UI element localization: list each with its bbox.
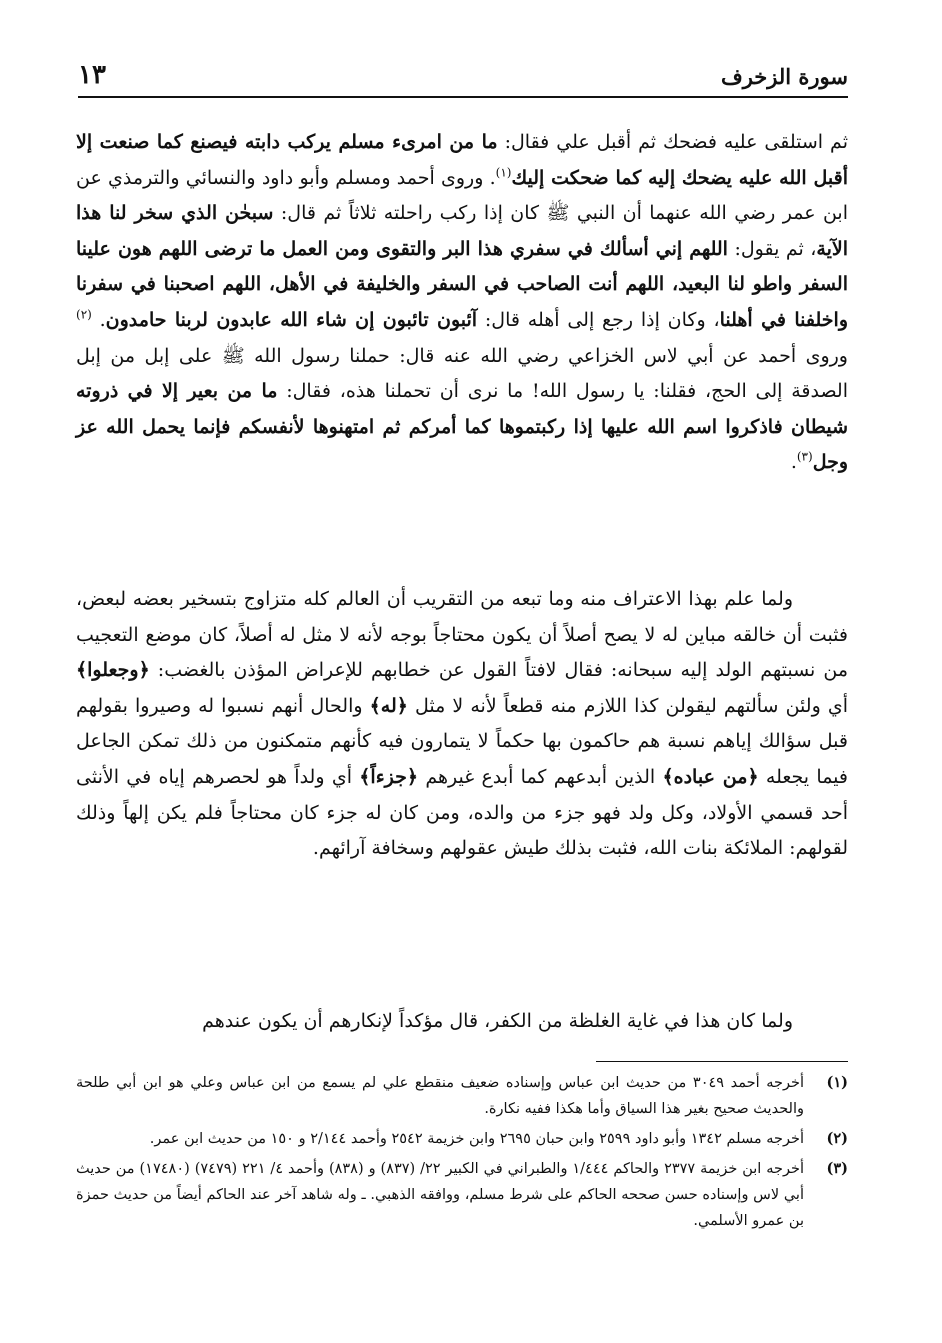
footnote-text: أخرجه ابن خزيمة ٢٣٧٧ والحاكم ١/٤٤٤ والطبراني في الكبير ٢٢/ (٨٣٧) و (٨٣٨) وأحمد ٤/ ٢٢١ (٧٤٧٩) (١٧٤٨٠) من حديث أبي لاس وإسناده حسن صححه الحاكم على شرط مسلم، ووافقه الذهبي. ـ وله شاهد آخر عند الحاكم أيضاً من حديث حمزة بن عمرو الأسلمي. bbox=[76, 1161, 804, 1229]
footnote-3 bbox=[76, 1156, 848, 1234]
text-run: ، ثم يقول: bbox=[727, 237, 817, 260]
quran-word: ﴿جزءاً﴾ bbox=[359, 765, 419, 788]
footnotes bbox=[76, 1070, 848, 1238]
text-run: ثم استلقى عليه فضحك ثم أقبل علي فقال: bbox=[497, 131, 848, 153]
text-run: ، وكان إذا رجع إلى أهله قال: bbox=[477, 308, 720, 331]
text-run: والحال أنهم نسبوا له وصيروا بقولهم قبل سؤالك إياهم نسبة هم حاكمون بها حكماً لا يتمارون فيه كأنهم متمكنون من ذلك تمكن الجاعل فيما يجعله bbox=[76, 694, 848, 788]
footnote-ref-3[interactable]: (٣) bbox=[796, 450, 813, 465]
paragraph-continuation: ولما كان هذا في غاية الغلظة من الكفر، قال مؤكداً لإنكارهم أن يكون عندهم bbox=[202, 1010, 793, 1032]
text-run: . bbox=[790, 451, 797, 474]
hadith-quote: ما من بعير إلا في ذروته شيطان فاذكروا اسم الله عليها إذا ركبتموها كما أمركم ثم امتهنوها لأنفسكم فإنما يحمل الله عز وجل bbox=[76, 380, 848, 474]
footnote-number: (١) bbox=[826, 1074, 848, 1091]
quran-verse-quote: سبحٰن الذي سخر لنا هذا الآية bbox=[76, 202, 848, 260]
text-run: وروى أحمد عن أبي لاس الخزاعي رضي الله عنه قال: حملنا رسول الله ﷺ على إبل من إبل الصدقة إلى الحج، فقلنا: يا رسول الله! ما نرى أن تحملنا هذه، فقال: bbox=[76, 344, 848, 403]
footnote-1 bbox=[76, 1070, 848, 1122]
text-run: . bbox=[91, 308, 106, 331]
footnote-ref-2[interactable]: (٢) bbox=[76, 307, 92, 322]
header-rule bbox=[78, 96, 848, 98]
page-header bbox=[78, 58, 848, 94]
footnote-rule bbox=[596, 1061, 848, 1062]
footnote-number: (٢) bbox=[826, 1130, 848, 1147]
footnote-text: أخرجه مسلم ١٣٤٢ وأبو داود ٢٥٩٩ وابن حبان ٢٦٩٥ وابن خزيمة ٢٥٤٢ وأحمد ٢/١٤٤ و ١٥٠ من حديث ابن عمر. bbox=[149, 1131, 804, 1147]
surah-title: سورة الزخرف bbox=[720, 64, 848, 89]
quran-word: ﴿وجعلوا﴾ bbox=[76, 659, 150, 682]
text-run: أي ولئن سألتهم ليقولن كذا اللازم منه قطعاً لأنه لا مثل bbox=[407, 694, 848, 717]
hadith-quote: ما من امرىء مسلم يركب دابته فيصنع كما صنعت إلا أقبل الله عليه يضحك إليه كما ضحكت إليك bbox=[76, 131, 848, 189]
text-run: أي ولداً هو لحصرهم إياه في الأنثى أحد قسمي الأولاد، وكل ولد فهو جزء من والده، ومن كان له جزء كان محتاجاً فلم يكن إلهاً وذلك لقولهم: الملائكة بنات الله، فثبت بذلك طيش عقولهم وسخافة آرائهم. bbox=[76, 765, 848, 860]
quran-word: ﴿له﴾ bbox=[369, 694, 408, 717]
footnote-ref-1[interactable]: (١) bbox=[495, 165, 512, 180]
footnote-text: أخرجه أحمد ٣٠٤٩ من حديث ابن عباس وإسناده ضعيف منقطع علي لم يسمع من ابن عباس وعلي هو ابن أبي طلحة والحديث صحيح بغير هذا السياق وأما هكذا ففيه نكارة. bbox=[76, 1075, 805, 1117]
page-number: ١٣ bbox=[78, 60, 106, 90]
text-run: الذين أبدعهم كما أبدع غيرهم bbox=[418, 765, 663, 788]
paragraph-commentary bbox=[76, 582, 848, 867]
paragraph-hadith bbox=[76, 125, 848, 481]
text-run: ولما علم بهذا الاعتراف منه وما تبعه من التقريب أن العالم كله متزاوج بتسخير بعضه لبعض، فثبت أن خالقه مباين له لا يصح أصلاً أن يكون محتاجاً بوجه لأنه لا مثل له أصلاً، كان موضع التعجيب من نسبتهم الولد إليه سبحانه: فقال لافتاً القول عن خطابهم للإعراض المؤذن بالغضب: bbox=[76, 588, 848, 682]
text-run: . وروى أحمد ومسلم وأبو داود والنسائي والترمذي عن ابن عمر رضي الله عنهما أن النبي ﷺ كان إذا ركب راحلته ثلاثاً ثم قال: bbox=[76, 166, 848, 225]
footnote-number: (٣) bbox=[826, 1160, 848, 1177]
quran-word: ﴿من عباده﴾ bbox=[662, 765, 759, 788]
footnote-2 bbox=[76, 1126, 848, 1152]
dua-quote: اللهم إني أسألك في سفري هذا البر والتقوى ومن العمل ما ترضى اللهم هون علينا السفر واطو لنا البعيد، اللهم أنت الصاحب في السفر والخليفة في الأهل، اللهم اصحبنا في سفرنا واخلفنا في أهلنا bbox=[76, 237, 848, 331]
dua-return-quote: آئبون تائبون إن شاء الله عابدون لربنا حامدون bbox=[105, 308, 478, 331]
